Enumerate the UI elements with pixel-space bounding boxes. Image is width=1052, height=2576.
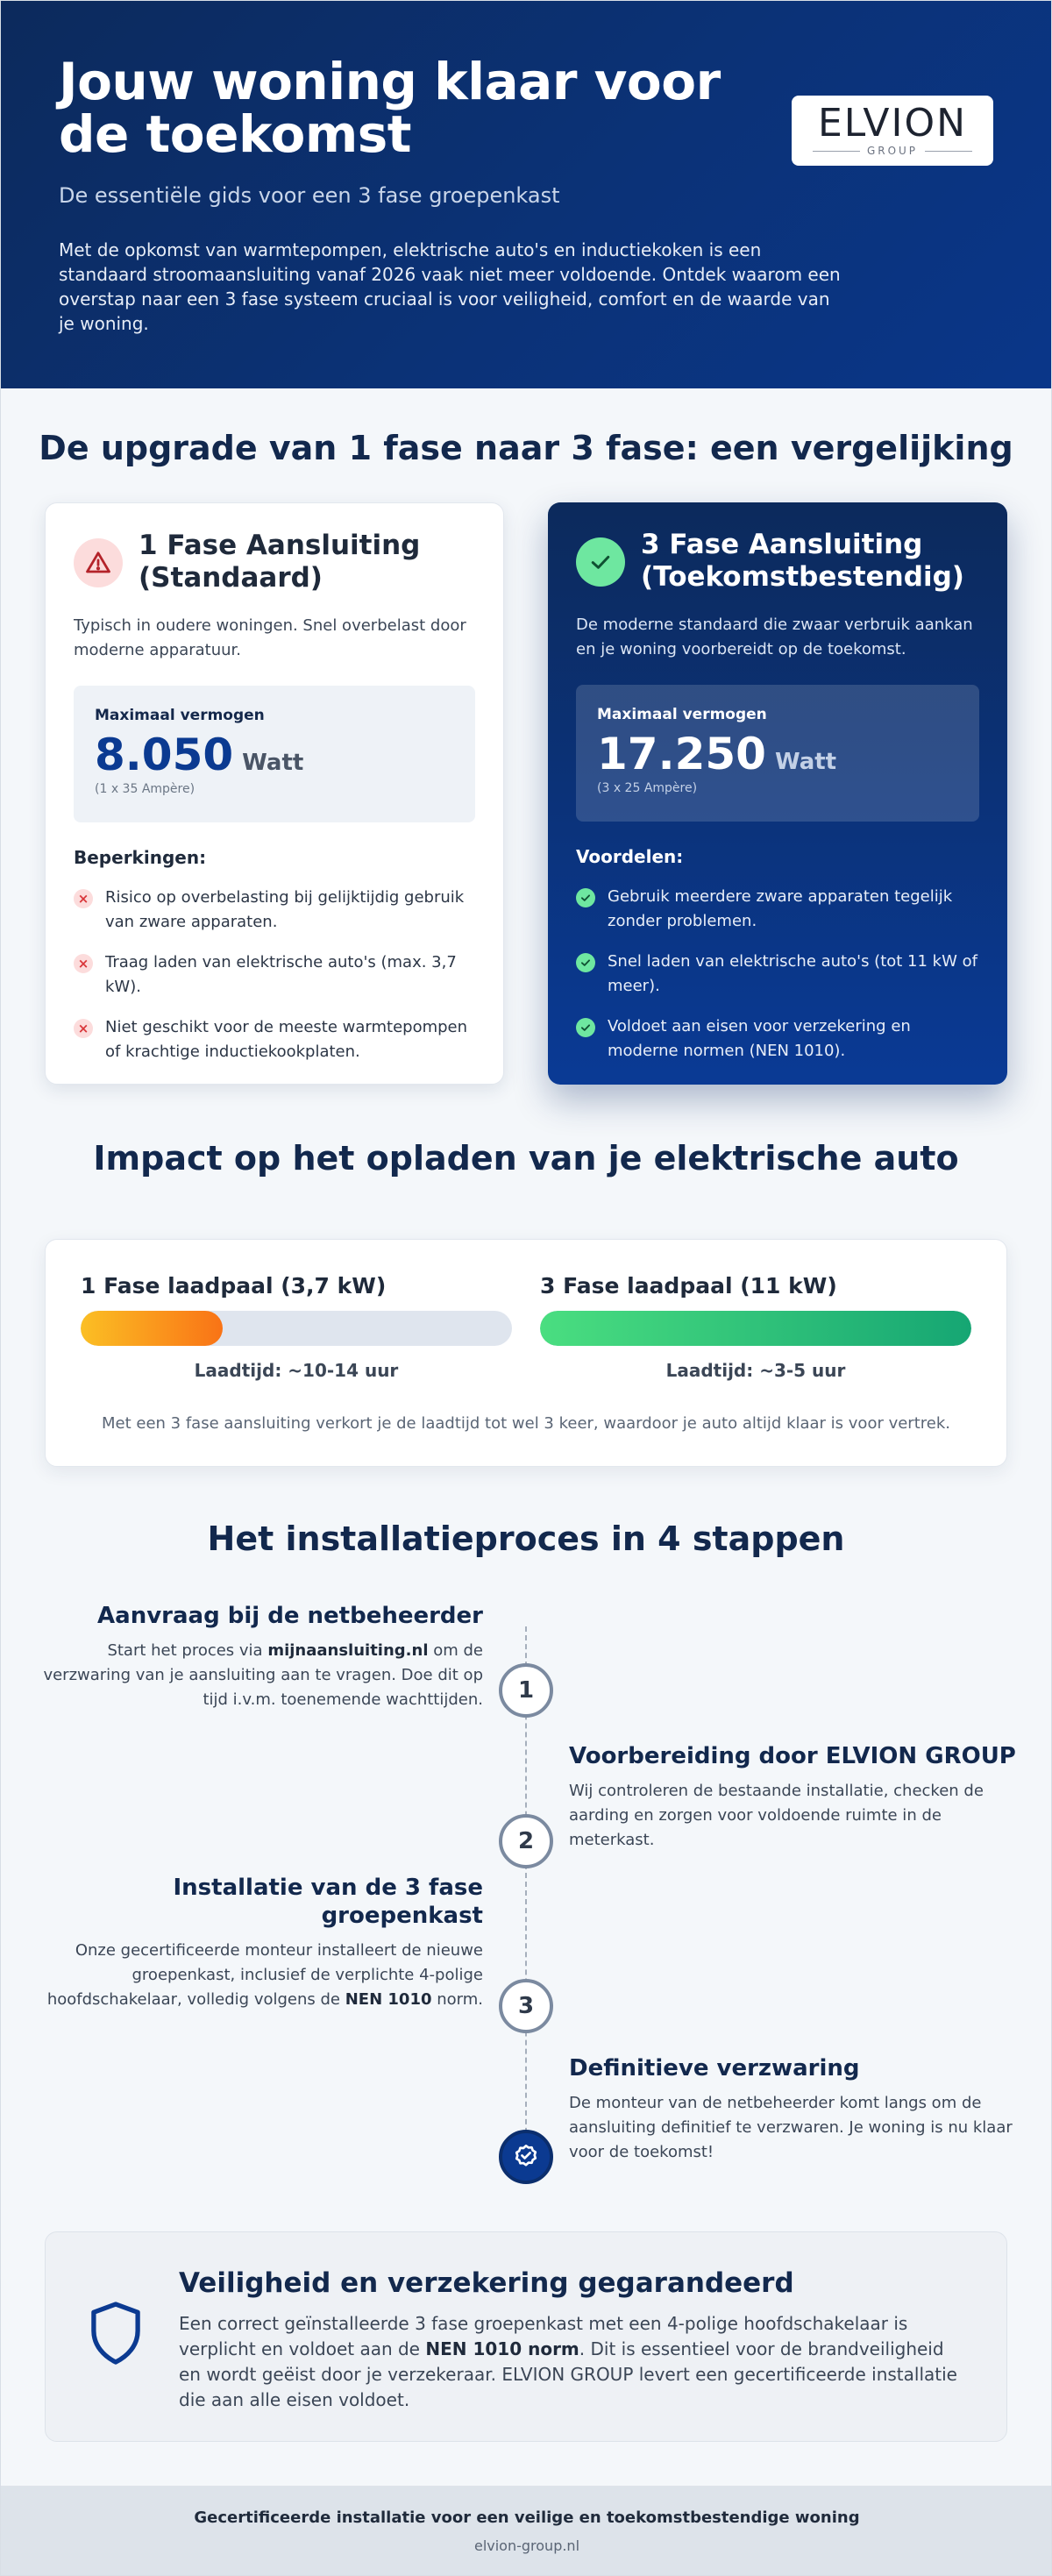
power-unit: Watt (774, 749, 837, 775)
step-text: Wij controleren de bestaande installatie, checken de aarding en zorgen voor voldoende ruimte in de meterkast. (569, 1782, 984, 1849)
advantage-text: Voldoet aan eisen voor verzekering en moderne normen (NEN 1010). (608, 1017, 911, 1060)
charge-time: Laadtijd: ~10-14 uur (194, 1360, 399, 1381)
warning-icon (74, 538, 123, 587)
safety-title: Veiligheid en verzekering gegarandeerd (179, 2267, 794, 2299)
step-title: Definitieve verzwaring (569, 2055, 860, 2081)
list-item (74, 1015, 475, 1064)
charger-three-phase (540, 1273, 971, 1381)
footer-text: Gecertificeerde installatie voor een veilige en toekomstbestendige woning (194, 2508, 860, 2527)
three-phase-card (548, 502, 1007, 1085)
page-footer (1, 2486, 1052, 2576)
step-number-3: 3 (499, 1979, 553, 2033)
shield-icon (88, 2301, 144, 2369)
check-icon (576, 537, 625, 587)
process-step-4 (569, 2054, 1025, 2165)
check-icon (576, 888, 595, 907)
step-title: Aanvraag bij de netbeheerder (97, 1603, 483, 1629)
limitations-title: Beperkingen: (74, 847, 207, 868)
ampere-rating: (3 x 25 Ampère) (597, 781, 698, 795)
step-title: Voorbereiding door ELVION GROUP (569, 1743, 1016, 1769)
one-phase-card (45, 502, 504, 1085)
charge-time: Laadtijd: ~3-5 uur (665, 1360, 846, 1381)
three-phase-desc: De moderne standaard die zwaar verbruik aankan en je woning voorbereidt op de toekomst. (576, 616, 973, 658)
limitation-text: Risico op overbelasting bij gelijktijdig gebruik van zware apparaten. (105, 888, 465, 931)
safety-box (45, 2231, 1007, 2442)
limitation-text: Niet geschikt voor de meeste warmtepompen of krachtige inductiekookplaten. (105, 1018, 468, 1061)
charge-bar-track (81, 1311, 512, 1346)
page-subtitle: De essentiële gids voor een 3 fase groepenkast (59, 183, 560, 208)
step-text: De monteur van de netbeheerder komt langs om de aansluiting definitief te verzwaren. Je woning is nu klaar voor de toekomst! (569, 2094, 1013, 2161)
logo-sub-text: GROUP (866, 145, 919, 157)
power-label: Maximaal vermogen (597, 706, 767, 723)
charging-note: Met een 3 fase aansluiting verkort je de laadtijd tot wel 3 keer, waardoor je auto altijd klaar is voor vertrek. (101, 1414, 950, 1433)
safety-text: Een correct geïnstalleerde 3 fase groepenkast met een 4-polige hoofdschakelaar is verplicht en voldoet aan de NEN 1010 norm. Dit is essentieel voor de brandveiligheid en wordt geëist door je verzekeraar. ELVION GROUP levert een gecertificeerde installatie die aan alle eisen voldoet. (179, 2313, 957, 2410)
process-step-3 (27, 1874, 483, 2012)
charge-bar-fill (540, 1311, 971, 1346)
advantages-list (576, 885, 979, 1064)
x-icon: × (74, 1019, 93, 1038)
one-phase-desc: Typisch in oudere woningen. Snel overbelast door moderne apparatuur. (74, 616, 466, 659)
step-text: Start het proces via mijnaansluiting.nl om de verzwaring van je aansluiting aan te vragen. Doe dit op tijd i.v.m. toenemende wachttijden. (43, 1641, 483, 1709)
charging-card (45, 1239, 1007, 1467)
ampere-rating: (1 x 35 Ampère) (95, 782, 195, 796)
charging-title: Impact op het opladen van je elektrische auto (93, 1139, 959, 1178)
comparison-title: De upgrade van 1 fase naar 3 fase: een vergelijking (39, 429, 1013, 467)
step-number-2: 2 (499, 1814, 553, 1868)
list-item (576, 1014, 979, 1064)
charger-label: 3 Fase laadpaal (11 kW) (540, 1273, 837, 1299)
list-item (74, 950, 475, 1000)
list-item (576, 950, 979, 999)
advantage-text: Gebruik meerdere zware apparaten tegelijk zonder problemen. (608, 887, 953, 930)
step-number-1: 1 (499, 1663, 553, 1718)
power-label: Maximaal vermogen (95, 707, 265, 724)
one-phase-power-box (74, 686, 475, 822)
process-step-2 (569, 1742, 1025, 1853)
three-phase-power-box (576, 685, 979, 822)
charge-bar-track (540, 1311, 971, 1346)
process-timeline (1, 1558, 1051, 2277)
power-value: 17.250 (597, 729, 766, 779)
advantages-title: Voordelen: (576, 846, 684, 867)
footer-url: elvion-group.nl (473, 2537, 580, 2554)
comparison-cards (1, 502, 1051, 1085)
step-title: Installatie van de 3 fase groepenkast (173, 1875, 483, 1929)
list-item (74, 886, 475, 935)
x-icon: × (74, 954, 93, 973)
hero-intro: Met de opkomst van warmtepompen, elektrische auto's en inductiekoken is een standaard stroomaansluiting vanaf 2026 vaak niet meer voldoende. Ontdek waarom een overstap naar een 3 fase systeem cruciaal is voor veiligheid, comfort en de waarde van je woning. (59, 239, 841, 334)
check-icon (576, 953, 595, 972)
one-phase-title: 1 Fase Aansluiting (Standaard) (139, 530, 421, 594)
limitation-text: Traag laden van elektrische auto's (max. 3,7 kW). (105, 953, 457, 996)
process-title: Het installatieproces in 4 stappen (207, 1519, 845, 1558)
x-icon: × (74, 889, 93, 908)
power-value: 8.050 (95, 729, 234, 780)
hero-banner (1, 1, 1051, 388)
check-icon (576, 1018, 595, 1037)
badge-check-icon (499, 2130, 553, 2184)
elvion-logo (792, 96, 993, 166)
three-phase-header (576, 529, 979, 594)
charger-one-phase (81, 1273, 512, 1381)
step-text: Onze gecertificeerde monteur installeert de nieuwe groepenkast, inclusief de verplichte 4-polige hoofdschakelaar, volledig volgens de NEN 1010 norm. (46, 1941, 483, 2009)
list-item (576, 885, 979, 934)
charge-bar-fill (81, 1311, 223, 1346)
logo-sub (813, 145, 972, 157)
three-phase-title: 3 Fase Aansluiting (Toekomstbestendig) (641, 529, 964, 593)
limitations-list (74, 886, 475, 1064)
power-unit: Watt (242, 750, 304, 776)
page-title: Jouw woning klaar voor de toekomst (59, 52, 721, 164)
process-step-1 (27, 1602, 483, 1712)
charger-label: 1 Fase laadpaal (3,7 kW) (81, 1273, 387, 1299)
one-phase-header (74, 530, 475, 594)
logo-brand: ELVION (817, 101, 968, 146)
advantage-text: Snel laden van elektrische auto's (tot 11 kW of meer). (608, 952, 977, 995)
